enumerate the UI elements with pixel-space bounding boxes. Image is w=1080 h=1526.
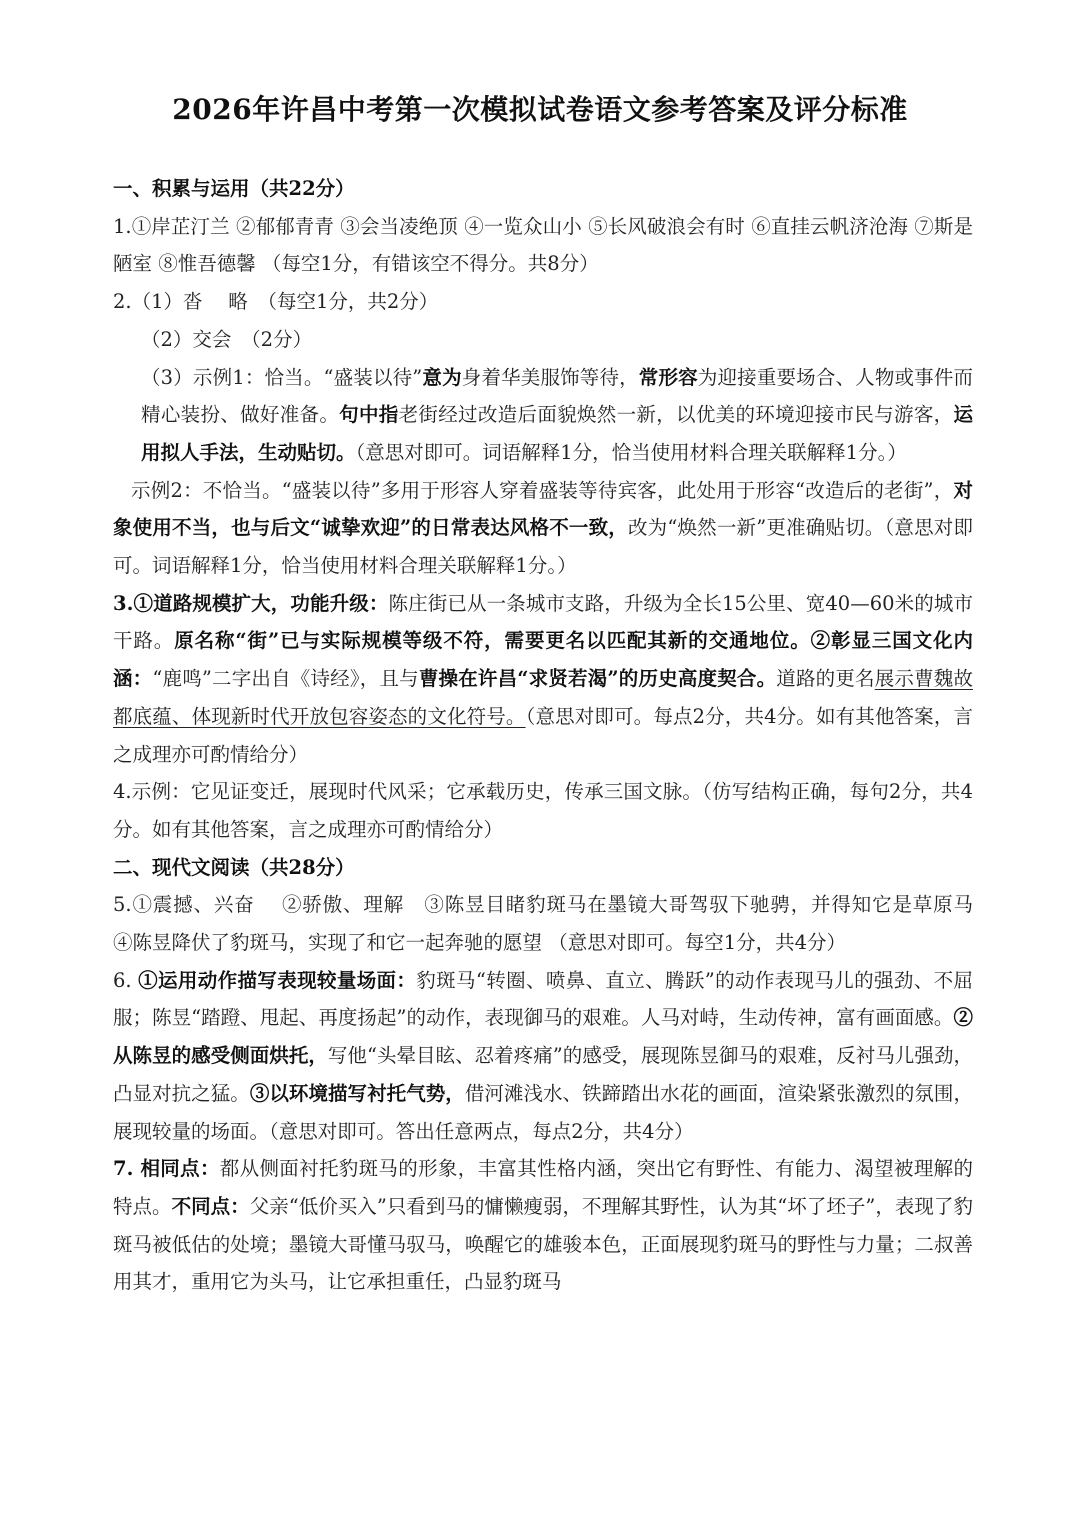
answer-q7 xyxy=(113,1150,973,1301)
q7-text-c: 父亲“低价买入”只看到马的慵懒瘦弱，不理解其野性，认为其“坏了坯子”，表现了豹斑马被低估的处境；墨镜大哥懂马驭马，唤醒它的雄骏本色，正面展现豹斑马的野性与力量；二叔善用其才，重用它为头马，让它承担重任，凸显豹斑马 xyxy=(113,1194,973,1294)
document-body xyxy=(113,170,993,1301)
q2-3-text-a: （3）示例1：恰当。“盛装以待” xyxy=(141,365,423,389)
q6-number: 6. xyxy=(113,968,139,992)
answer-q1: 1.①岸芷汀兰 ②郁郁青青 ③会当凌绝顶 ④一览众山小 ⑤长风破浪会有时 ⑥直挂云帆济沧海 ⑦斯是陋室 ⑧惟吾德馨 （每空1分，有错该空不得分。共8分） xyxy=(113,214,973,276)
answer-q2-2: （2）交会 （2分） xyxy=(141,327,313,351)
q3-text-c: “鹿鸣”二字出自《诗经》，且与 xyxy=(152,667,419,691)
q2-ex2-text-a: 示例2：不恰当。“盛装以待”多用于形容人穿着盛装等待宾客，此处用于形容“改造后的老街”， xyxy=(131,478,954,502)
q7-bold-1: 7. 相同点： xyxy=(113,1157,220,1181)
q2-ex2-bold-1: 对象使用不当，也与后文“诚挚欢迎”的日常表达风格不一致， xyxy=(113,478,973,540)
q6-bold-1: ①运用动作描写表现较量场面： xyxy=(138,968,417,992)
q3-bold-3: ②彰显三国文化内涵： xyxy=(113,629,973,691)
q3-underlined-text: 展示曹魏故都底蕴、体现新时代开放包容姿态的文化符号。 xyxy=(113,667,973,728)
q3-bold-2: 原名称“街”已与实际规模等级不符，需要更名以匹配其新的交通地位。 xyxy=(174,629,811,653)
answer-q2-1: 2.（1）沓 略 （每空1分，共2分） xyxy=(113,290,439,314)
section-1-heading: 一、积累与运用（共22分） xyxy=(113,177,355,200)
q2-3-bold-2: 常形容 xyxy=(638,365,698,389)
q7-text-a: 都从侧面衬托豹斑马的形象，丰富其性格内涵，突出它有野性、有能力、渴望被理解的特点。 xyxy=(113,1157,973,1218)
q2-3-bold-3: 句中指 xyxy=(339,403,399,427)
answer-q4: 4.示例：它见证变迁，展现时代风采；它承载历史，传承三国文脉。（仿写结构正确，每句2分，共4分。如有其他答案，言之成理亦可酌情给分） xyxy=(113,780,973,841)
q3-text-a: 陈庄街已从一条城市支路，升级为全长15公里、宽40—60米的城市干路。 xyxy=(113,591,973,653)
q2-3-text-d: 为迎接重要场合、人物或事件而精心装扮、做好准备。 xyxy=(141,365,973,427)
q6-text-c: 豹斑马“转圈、喷鼻、直立、腾跃”的动作表现马儿的强劲、不屈服；陈昱“踏蹬、甩起、再度扬起”的动作，表现御马的艰难。人马对峙，生动传神，富有画面感。 xyxy=(113,968,973,1030)
q6-text-d: 写他“头晕目眩、忍着疼痛”的感受，展现陈昱御马的艰难，反衬马儿强劲，凸显对抗之猛。 xyxy=(113,1044,973,1105)
q2-3-text-c: 身着华美服饰等待， xyxy=(461,365,639,389)
q3-bold-4: 曹操在许昌“求贤若渴”的历史高度契合。 xyxy=(418,667,777,691)
q3-text-d: 道路的更名 xyxy=(776,667,875,691)
q7-bold-2: 不同点： xyxy=(171,1194,250,1218)
section-2-heading: 二、现代文阅读（共28分） xyxy=(113,855,355,879)
answer-q2-example-2 xyxy=(113,472,973,585)
q2-3-text-f: （意思对即可。词语解释1分，恰当使用材料合理关联解释1分。） xyxy=(355,440,907,464)
q2-ex2-text-c: 改为“焕然一新”更准确贴切。（意思对即可。词语解释1分，恰当使用材料合理关联解释1分。） xyxy=(113,516,973,578)
q2-3-bold-4: 运用拟人手法，生动贴切。 xyxy=(141,403,973,464)
answer-q3 xyxy=(113,585,973,774)
q6-bold-3: ③以环境描写衬托气势， xyxy=(249,1081,465,1105)
answer-q6 xyxy=(113,962,973,1151)
q2-3-text-e: 老街经过改造后面貌焕然一新，以优美的环境迎接市民与游客， xyxy=(398,403,954,427)
q3-text-e: （意思对即可。每点2分，共4分。如有其他答案，言之成理亦可酌情给分） xyxy=(113,704,973,766)
page-title: 2026年许昌中考第一次模拟试卷语文参考答案及评分标准 xyxy=(172,93,908,126)
answer-q5: 5.①震撼、兴奋 ②骄傲、理解 ③陈昱目睹豹斑马在墨镜大哥驾驭下驰骋，并得知它是草原马 ④陈昱降伏了豹斑马，实现了和它一起奔驰的愿望 （意思对即可。每空1分，共4分） xyxy=(113,893,993,955)
q3-bold-1: 3.①道路规模扩大，功能升级： xyxy=(113,591,389,615)
q6-text-e: 借河滩浅水、铁蹄踏出水花的画面，渲染紧张激烈的氛围，展现较量的场面。（意思对即可。答出任意两点，每点2分，共4分） xyxy=(113,1081,973,1143)
q2-3-bold-1: 意为 xyxy=(422,365,462,389)
answer-q2-3 xyxy=(113,359,973,472)
q6-bold-2: ②从陈昱的感受侧面烘托， xyxy=(113,1006,973,1068)
